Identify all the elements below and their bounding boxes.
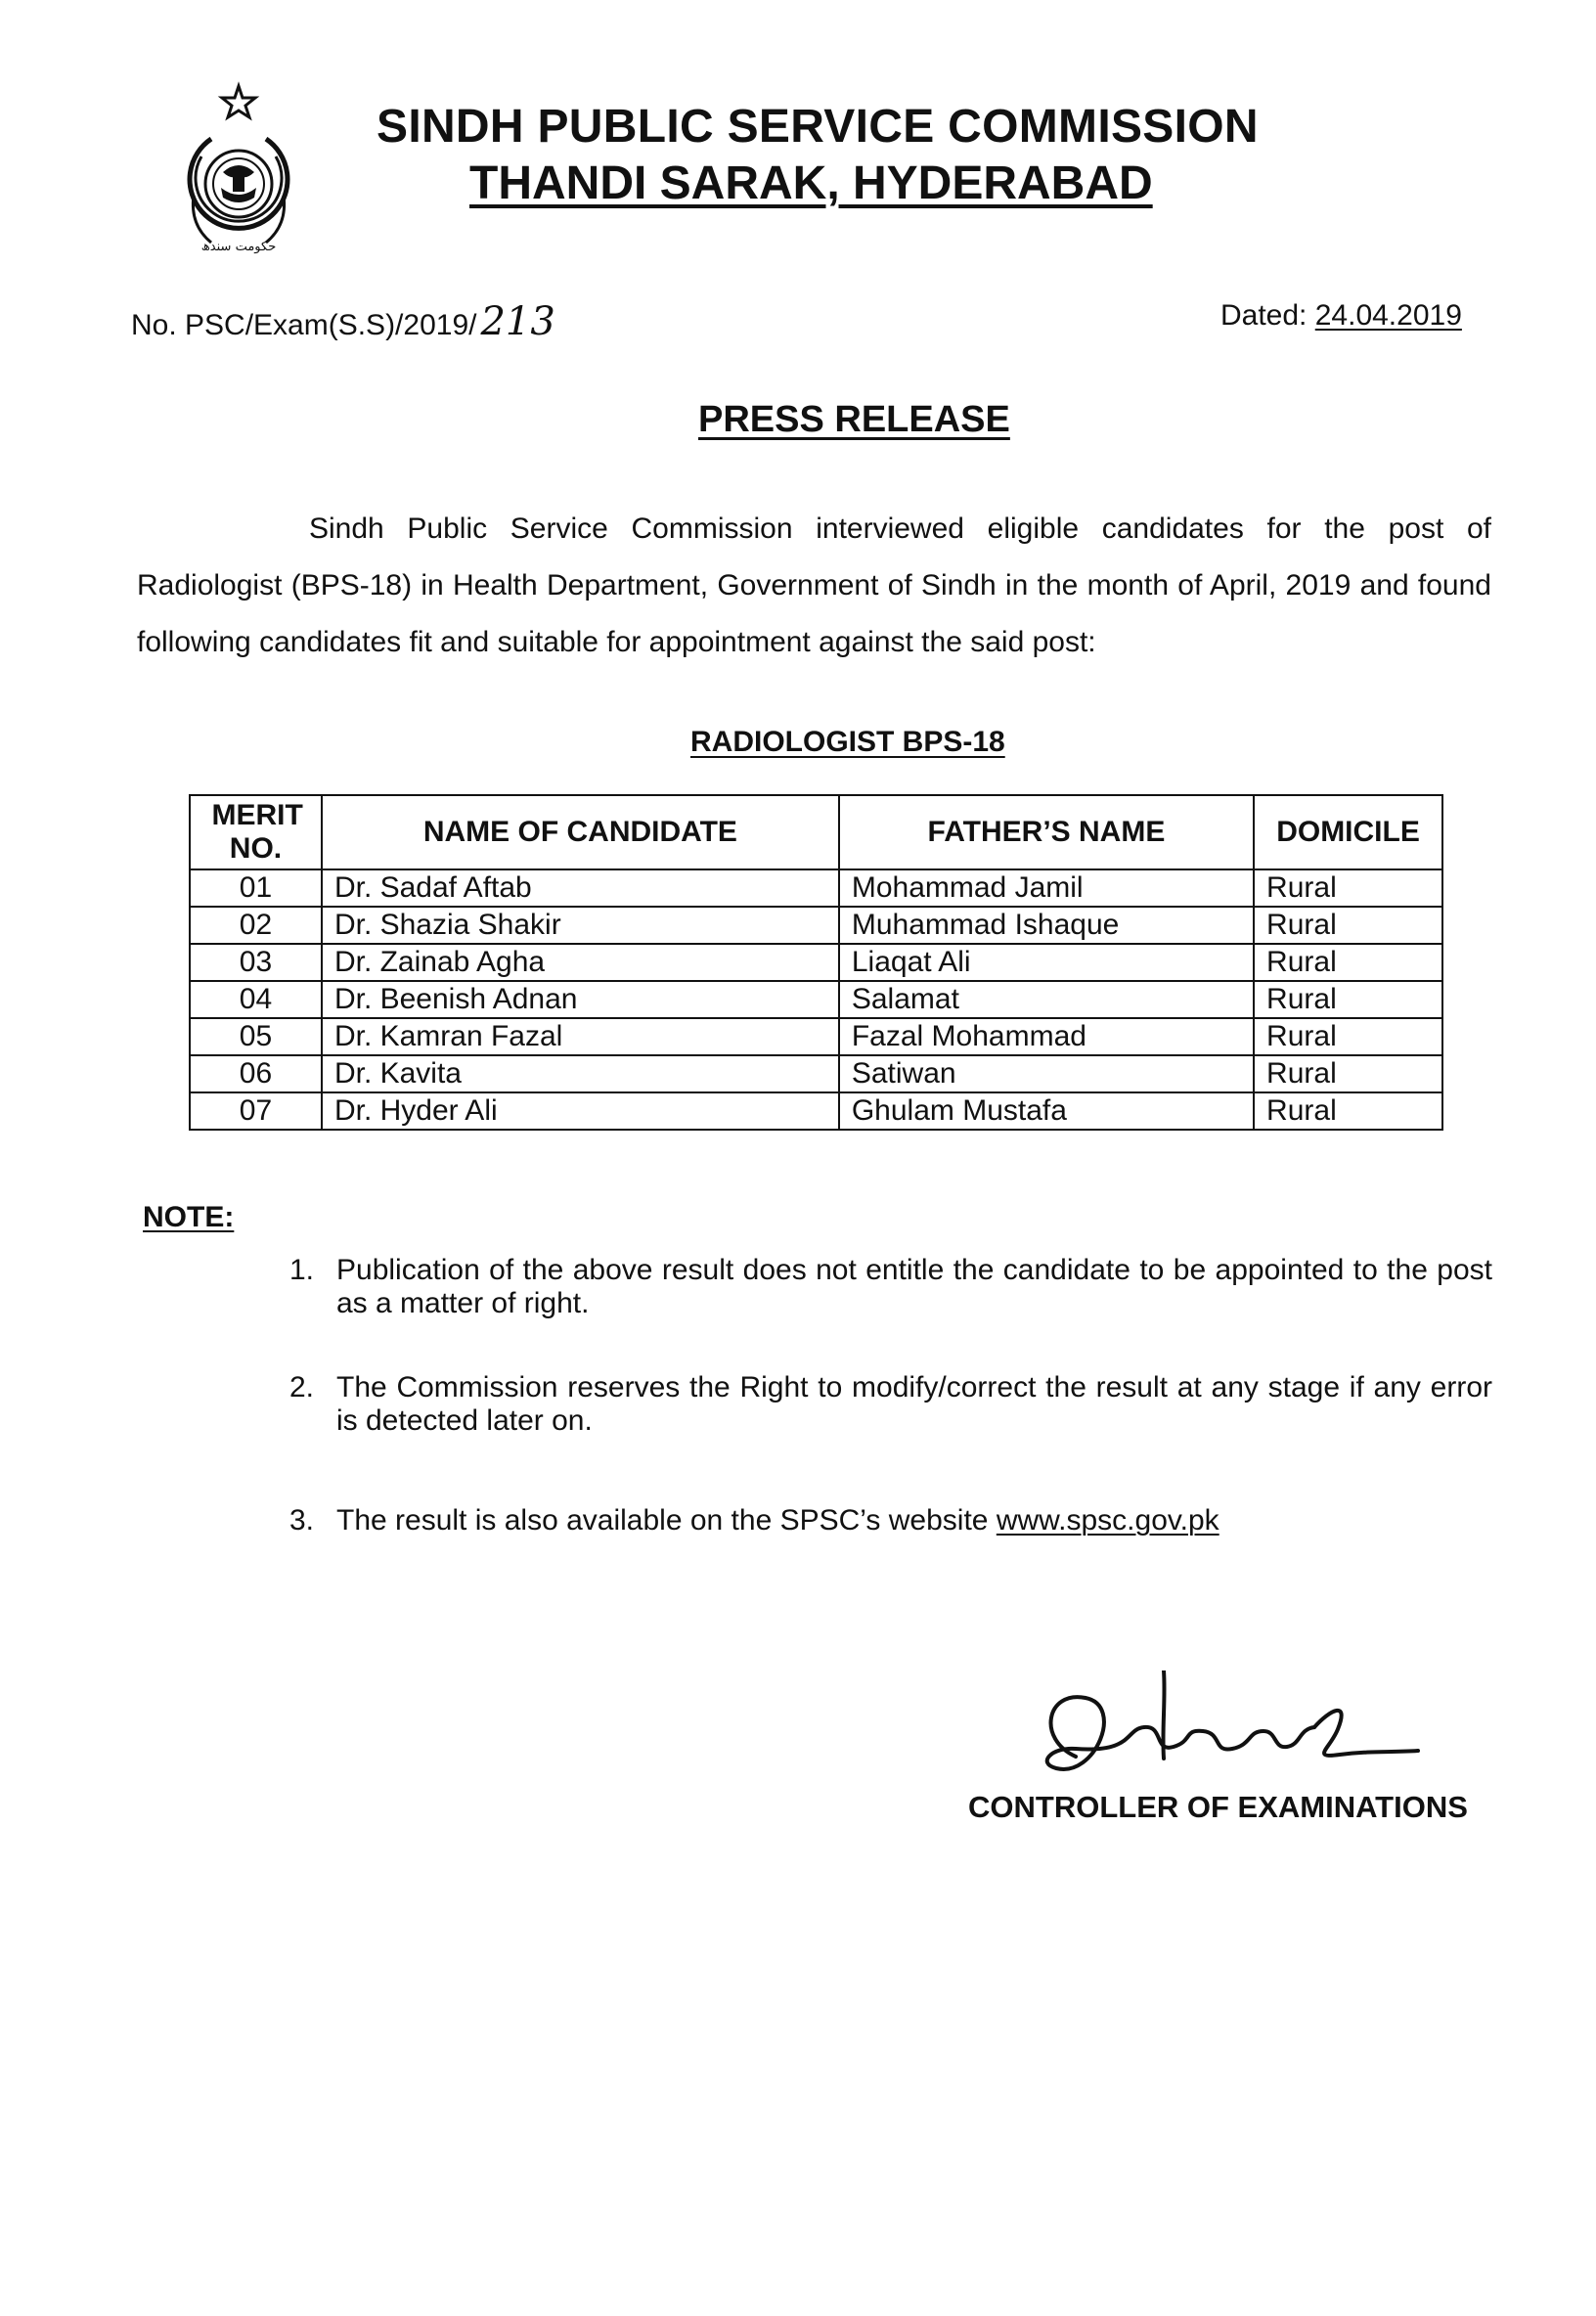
header-title: SINDH PUBLIC SERVICE COMMISSION (377, 101, 1259, 153)
domicile: Rural (1254, 1055, 1442, 1092)
note-item-text (336, 1504, 1492, 1537)
domicile: Rural (1254, 1092, 1442, 1130)
reference-handwritten-number: 213 (480, 299, 555, 344)
candidate-name: Dr. Kavita (322, 1055, 839, 1092)
merit-no: 07 (190, 1092, 322, 1130)
merit-no: 05 (190, 1018, 322, 1055)
candidate-name: Dr. Beenish Adnan (322, 981, 839, 1018)
table-row (190, 981, 1442, 1018)
fathers-name: Salamat (839, 981, 1254, 1018)
note-item-text: The Commission reserves the Right to modify/correct the result at any stage if any error is detected later on. (336, 1371, 1492, 1437)
table-row (190, 944, 1442, 981)
note-item-text: Publication of the above result does not entitle the candidate to be appointed to the post as a matter of right. (336, 1254, 1492, 1319)
header-domicile: DOMICILE (1254, 795, 1442, 869)
domicile: Rural (1254, 981, 1442, 1018)
note-item-2 (289, 1371, 1492, 1438)
merit-no: 03 (190, 944, 322, 981)
header-candidate-name: NAME OF CANDIDATE (322, 795, 839, 869)
note-item-3-text: The result is also available on the SPSC’s website (336, 1504, 989, 1537)
dated-label: Dated: (1220, 299, 1308, 332)
fathers-name: Ghulam Mustafa (839, 1092, 1254, 1130)
table-row (190, 869, 1442, 907)
merit-no: 06 (190, 1055, 322, 1092)
domicile: Rural (1254, 869, 1442, 907)
website-link[interactable]: www.spsc.gov.pk (996, 1504, 1219, 1537)
candidate-name: Dr. Hyder Ali (322, 1092, 839, 1130)
body-paragraph: Sindh Public Service Commission interviewed eligible candidates for the post of Radiologist (BPS-18) in Health Department, Government of Sindh in the month of April, 2019 and found following candidates fit and suitable for appointment against the said post: (137, 512, 1491, 658)
fathers-name: Fazal Mohammad (839, 1018, 1254, 1055)
domicile: Rural (1254, 907, 1442, 944)
page-title: PRESS RELEASE (698, 399, 1010, 440)
table-row (190, 907, 1442, 944)
domicile: Rural (1254, 1018, 1442, 1055)
fathers-name: Liaqat Ali (839, 944, 1254, 981)
note-heading: NOTE: (143, 1201, 235, 1233)
reference-prefix: No. PSC/Exam(S.S)/2019/ (131, 309, 477, 341)
merit-no: 01 (190, 869, 322, 907)
table-header-row (190, 795, 1442, 869)
dated-value: 24.04.2019 (1314, 299, 1462, 332)
header-merit-no (190, 795, 322, 869)
table-row (190, 1055, 1442, 1092)
candidate-name: Dr. Zainab Agha (322, 944, 839, 981)
fathers-name: Satiwan (839, 1055, 1254, 1092)
candidate-name: Dr. Kamran Fazal (322, 1018, 839, 1055)
note-item-3 (289, 1504, 1492, 1537)
note-item-number: 1. (289, 1254, 315, 1286)
note-item-number: 3. (289, 1504, 315, 1537)
sindh-emblem-icon (172, 78, 305, 264)
table-row (190, 1018, 1442, 1055)
reference-number (131, 299, 555, 344)
fathers-name: Mohammad Jamil (839, 869, 1254, 907)
header-merit-label: MERIT NO. (211, 799, 303, 865)
svg-text:حکومت سندھ: حکومت سندھ (200, 240, 277, 254)
candidate-name: Dr. Sadaf Aftab (322, 869, 839, 907)
merit-no: 02 (190, 907, 322, 944)
merit-no: 04 (190, 981, 322, 1018)
signature-icon (1017, 1670, 1447, 1807)
header-address: THANDI SARAK, HYDERABAD (469, 157, 1153, 209)
table-title: RADIOLOGIST BPS-18 (690, 726, 1005, 758)
note-item-number: 2. (289, 1371, 315, 1403)
dated (1220, 299, 1462, 333)
table-row (190, 1092, 1442, 1130)
fathers-name: Muhammad Ishaque (839, 907, 1254, 944)
note-item-1 (289, 1254, 1492, 1320)
domicile: Rural (1254, 944, 1442, 981)
candidate-name: Dr. Shazia Shakir (322, 907, 839, 944)
merit-table (189, 794, 1443, 1131)
header-fathers-name: FATHER’S NAME (839, 795, 1254, 869)
signatory-title: CONTROLLER OF EXAMINATIONS (968, 1790, 1468, 1824)
